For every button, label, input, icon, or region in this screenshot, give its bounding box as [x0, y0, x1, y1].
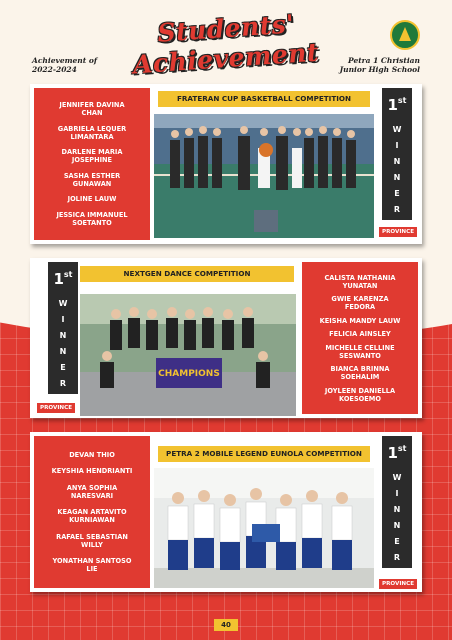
- winner-letter: N: [393, 505, 401, 514]
- team-member-name: KEISHA MANDY LAUW: [319, 316, 401, 325]
- team-names-list: [302, 262, 418, 414]
- winner-letter: I: [395, 141, 399, 150]
- winner-letter: E: [60, 363, 66, 372]
- winner-letter: N: [393, 157, 401, 166]
- province-badge: PROVINCE: [378, 226, 418, 238]
- winner-letter: E: [394, 537, 400, 546]
- team-photo: [154, 468, 374, 588]
- winner-letter: R: [393, 205, 401, 214]
- rank-label: 1st: [53, 270, 73, 288]
- achievement-card-mobile-legend: [30, 432, 422, 592]
- winner-letter: R: [59, 379, 67, 388]
- achievement-period-years: 2022-2024: [32, 65, 77, 74]
- team-member-name: CALISTA NATHANIA YUNATAN: [324, 273, 396, 290]
- title-line-2: Achievement: [132, 37, 320, 80]
- competition-title: FRATERAN CUP BASKETBALL COMPETITION: [158, 91, 370, 107]
- team-names-list: [34, 436, 150, 588]
- achievement-period: [32, 56, 97, 74]
- basketball-team-photo: [154, 114, 374, 238]
- team-member-name: DARLENE MARIA JOSEPHINE: [61, 148, 123, 165]
- winner-letter: E: [394, 189, 400, 198]
- achievement-period-label: Achievement of: [32, 56, 98, 65]
- title-line-1: Students': [156, 9, 296, 48]
- team-names-list: [34, 88, 150, 240]
- team-member-name: BIANCA BRINNA SOEHALIM: [330, 365, 390, 381]
- winner-letter: W: [392, 125, 402, 134]
- team-member-name: GWIE KARENZA FEDORA: [331, 295, 389, 311]
- winner-letter: I: [395, 489, 399, 498]
- team-member-name: KEYSHIA HENDRIANTI: [51, 467, 133, 476]
- achievement-card-basketball: [30, 84, 422, 244]
- province-badge: PROVINCE: [378, 578, 418, 590]
- competition-title: NEXTGEN DANCE COMPETITION: [80, 266, 294, 282]
- school-name-line-1: Petra 1 Christian: [348, 56, 420, 65]
- team-member-name: RAFAEL SEBASTIAN WILLY: [56, 532, 128, 549]
- achievement-card-dance: [30, 258, 422, 418]
- team-photo: [80, 294, 296, 416]
- team-member-name: JESSICA IMMANUEL SOETANTO: [56, 210, 128, 227]
- team-member-name: JENNIFER DAVINA CHAN: [59, 101, 125, 118]
- dance-team-photo: [80, 294, 296, 416]
- school-name: [340, 56, 420, 74]
- team-member-name: GABRIELA LEQUER LIMANTARA: [57, 124, 127, 141]
- winner-letter: N: [393, 521, 401, 530]
- competition-title: PETRA 2 MOBILE LEGEND EUNOLA COMPETITION: [158, 446, 370, 462]
- team-member-name: MICHELLE CELLINE SESWANTO: [325, 343, 395, 360]
- team-member-name: FELICIA AINSLEY: [329, 330, 391, 338]
- winner-letter: N: [59, 331, 67, 340]
- winner-letter: W: [392, 473, 402, 482]
- page-number: 40: [214, 619, 238, 631]
- winner-letter: I: [61, 315, 65, 324]
- rank-label: 1st: [387, 96, 407, 114]
- team-member-name: JOLINE LAUW: [67, 195, 117, 204]
- province-badge: PROVINCE: [36, 402, 76, 414]
- rank-label: 1st: [387, 444, 407, 462]
- winner-badge: [48, 262, 78, 394]
- winner-badge: [382, 436, 412, 568]
- team-member-name: DEVAN THIO: [69, 450, 115, 459]
- winner-letter: R: [393, 553, 401, 562]
- winner-letter: W: [58, 299, 68, 308]
- team-photo: [154, 114, 374, 238]
- school-name-line-2: Junior High School: [339, 65, 420, 74]
- team-member-name: SASHA ESTHER GUNAWAN: [63, 171, 121, 188]
- team-member-name: YONATHAN SANTOSO LIE: [52, 557, 132, 574]
- winner-badge: [382, 88, 412, 220]
- school-logo-icon: [390, 20, 420, 50]
- winner-letter: N: [59, 347, 67, 356]
- winner-letter: N: [393, 173, 401, 182]
- champions-banner-text: CHAMPIONS: [158, 369, 220, 379]
- team-member-name: JOYLEEN DANIELLA KOESOEMO: [324, 386, 396, 403]
- team-member-name: ANYA SOPHIA NARESVARI: [66, 483, 118, 500]
- team-member-name: KEAGAN ARTAVITO KURNIAWAN: [57, 508, 127, 525]
- mobile-legend-team-photo: [154, 468, 374, 588]
